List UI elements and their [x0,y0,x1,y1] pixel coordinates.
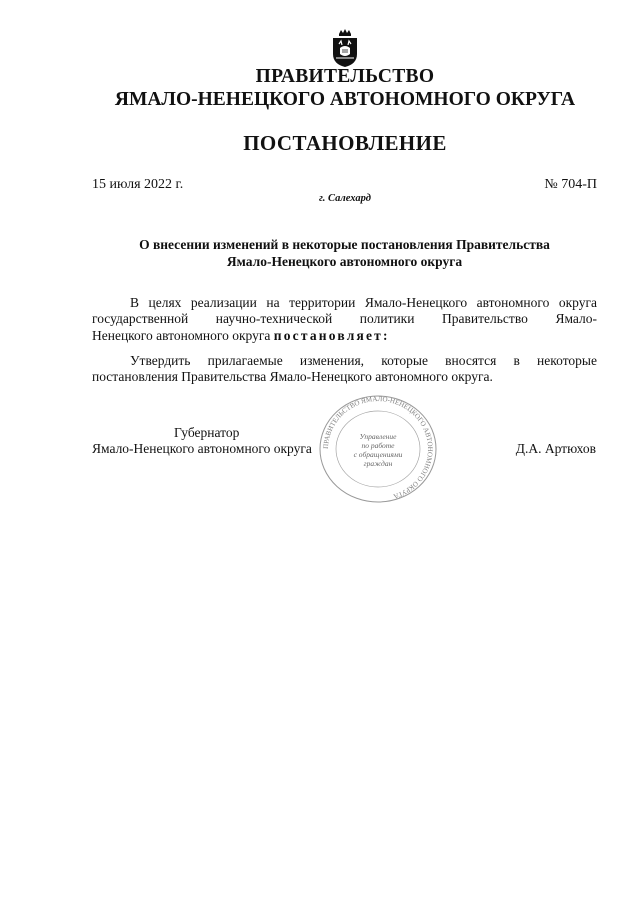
stamp-ring-text: ПРАВИТЕЛЬСТВО ЯМАЛО-НЕНЕЦКОГО АВТОНОМНОГО ОКРУГА [321,394,435,501]
p1-line1: В целях реализации на территории Ямало-Ненецкого автономного округа [130,295,597,310]
organization-name-line1: ПРАВИТЕЛЬСТВО [255,66,435,87]
organization-name-line2: ЯМАЛО-НЕНЕЦКОГО АВТОНОМНОГО ОКРУГА [114,89,576,110]
stamp-inner-line3: с обращениями [353,450,403,459]
stamp-inner-line4: граждан [363,459,393,468]
signer-name: Д.А. Артюхов [515,441,596,456]
document-subject [92,236,597,270]
subject-line1: О внесении изменений в некоторые постановления Правительства [139,237,550,252]
body-paragraph-2 [92,353,597,386]
document-city: г. Салехард [319,193,371,204]
p1-line3 [92,328,597,344]
p1-line3-text: Ненецкого автономного округа [92,327,274,343]
document-date: 15 июля 2022 г. [92,177,184,192]
stamp-inner-text [330,432,426,468]
p2-line1: Утвердить прилагаемые изменения, которые вносятся в некоторые [130,353,597,368]
p1-line2: государственной научно-технической политики Правительство Ямало- [92,311,597,327]
document-type: ПОСТАНОВЛЕНИЕ [243,131,447,155]
document-number: № 704-П [544,177,597,192]
body-paragraph-1 [92,295,597,344]
signer-title-line2: Ямало-Ненецкого автономного округа [92,441,312,456]
resolution-verb: постановляет: [273,327,390,343]
signer-title-line1: Губернатор [174,425,240,440]
coat-of-arms-emblem [330,28,360,68]
subject-line2: Ямало-Ненецкого автономного округа [226,254,463,269]
stamp-inner-line1: Управление [359,432,397,441]
p2-line2: постановления Правительства Ямало-Ненецкого автономного округа. [92,369,493,385]
stamp-inner-line2: по работе [361,441,395,450]
